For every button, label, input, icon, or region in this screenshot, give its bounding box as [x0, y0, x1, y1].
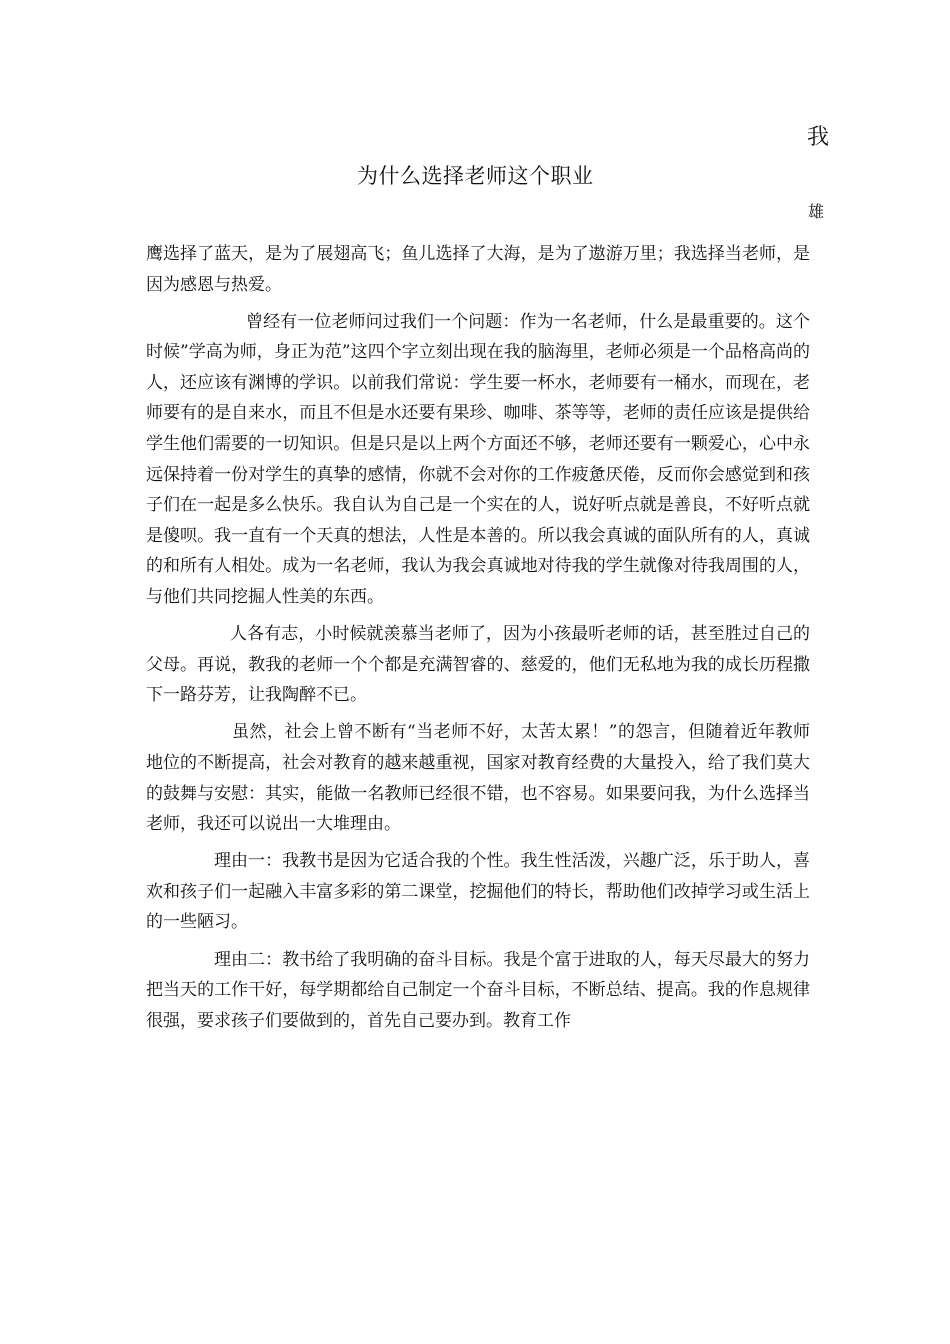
corner-character-mid: 雄	[808, 202, 825, 221]
paragraph-teacher-question: 曾经有一位老师问过我们一个问题：作为一名老师，什么是最重要的。这个时候”学高为师，身正为范”这四个字立刻出现在我的脑海里，老师必须是一个品格高尚的人，还应该有渊博的学识。以前我们常说：学生要一杯水，老师要有一桶水，而现在，老师要有的是自来水，而且不但是水还要有果珍、咖啡、茶等等，老师的责任应该是提供给学生他们需要的一切知识。但是只是以上两个方面还不够，老师还要有一颗爱心，心中永远保持着一份对学生的真挚的感情，你就不会对你的工作疲惫厌倦，反而你会感觉到和孩子们在一起是多么快乐。我自认为自己是一个实在的人，说好听点就是善良，不好听点就是傻呗。我一直有一个天真的想法，人性是本善的。所以我会真诚的面队所有的人，真诚的和所有人相处。成为一名老师，我认为我会真诚地对待我的学生就像对待我周围的人，与他们共同挖掘人性美的东西。	[146, 311, 810, 608]
document-body	[146, 239, 810, 1043]
corner-character-top: 我	[807, 125, 830, 150]
paragraph-opening: 鹰选择了蓝天，是为了展翅高飞；鱼儿选择了大海，是为了遨游万里；我选择当老师，是因为感恩与热爱。	[146, 244, 810, 295]
paragraph-social-view: 虽然，社会上曾不断有“当老师不好，太苦太累！”的怨言，但随着近年教师地位的不断提高，社会对教育的越来越重视，国家对教育经费的大量投入，给了我们莫大的鼓舞与安慰：其实，能做一名教师已经很不错，也不容易。如果要问我，为什么选择当老师，我还可以说出一大堆理由。	[146, 722, 810, 835]
paragraph-reason-two: 理由二：教书给了我明确的奋斗目标。我是个富于进取的人，每天尽最大的努力把当天的工作干好，每学期都给自己制定一个奋斗目标，不断总结、提高。我的作息规律很强，要求孩子们要做到的，首先自己要办到。教育工作	[146, 949, 810, 1031]
paragraph-reason-one: 理由一：我教书是因为它适合我的个性。我生性活泼，兴趣广泛，乐于助人，喜欢和孩子们一起融入丰富多彩的第二课堂，挖掘他们的特长，帮助他们改掉学习或生活上的一些陋习。	[146, 851, 810, 933]
paragraph-childhood-ambition: 人各有志，小时候就羡慕当老师了，因为小孩最听老师的话，甚至胜过自己的父母。再说，教我的老师一个个都是充满智睿的、慈爱的，他们无私地为我的成长历程撒下一路芬芳，让我陶醉不已。	[146, 624, 810, 706]
document-title: 为什么选择老师这个职业	[357, 164, 594, 188]
